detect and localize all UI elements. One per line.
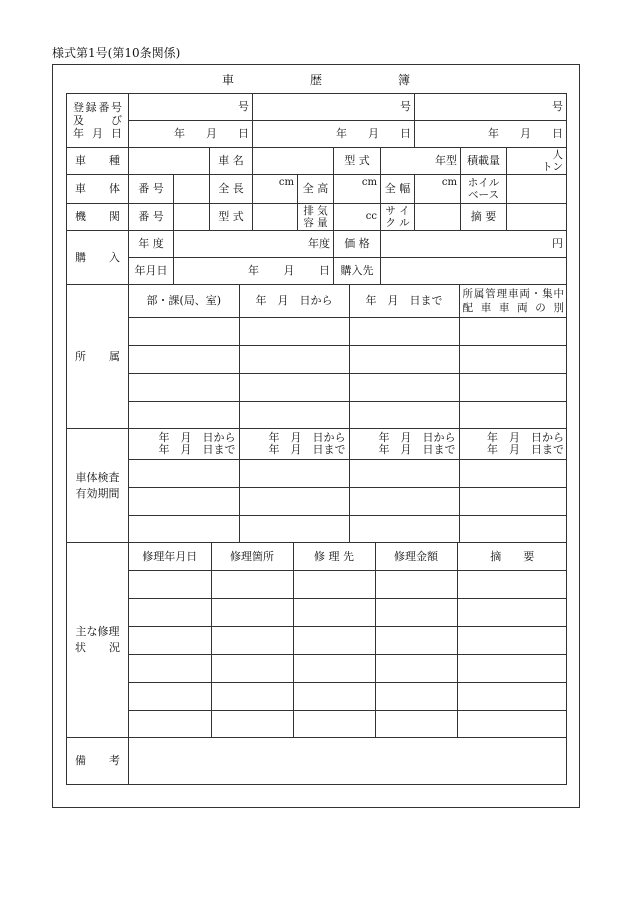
inspection-cell: [349, 460, 459, 488]
repair-header-part: 修理箇所: [211, 543, 293, 571]
fiscal-year-value: 年度: [174, 231, 334, 258]
label-registration: 登録番号 及 び 年 月 日: [67, 94, 129, 148]
affiliation-cell: [459, 318, 567, 346]
vehicle-type-value: [129, 148, 210, 175]
form-caption: 様式第1号(第10条関係): [52, 46, 181, 60]
repair-cell: [375, 655, 457, 683]
repair-cell: [375, 711, 457, 738]
inspection-period: 年 月 日から 年 月 日まで: [129, 429, 239, 460]
purchase-row-year: [67, 231, 567, 258]
affiliation-cell: [349, 318, 459, 346]
repair-cell: [211, 627, 293, 655]
label-length: 全 長: [210, 175, 253, 204]
form-frame: [52, 64, 580, 808]
affiliation-cell: [459, 402, 567, 429]
label-displacement: 排 気 容 量: [298, 204, 334, 231]
engine-number-value: [174, 204, 210, 231]
affiliation-cell: [239, 402, 349, 429]
affiliation-cell: [459, 346, 567, 374]
repair-cell: [293, 711, 375, 738]
repair-cell: [457, 655, 567, 683]
affiliation-section: [67, 285, 567, 429]
form-title: [53, 71, 579, 88]
engine-row: [67, 204, 567, 231]
label-engine: 機 関: [67, 204, 129, 231]
affiliation-cell: [129, 374, 239, 402]
affiliation-cell: [349, 374, 459, 402]
inspection-cell: [239, 488, 349, 516]
label-width: 全 幅: [381, 175, 415, 204]
inspection-period: 年 月 日から 年 月 日まで: [239, 429, 349, 460]
label-vendor: 購入先: [334, 258, 381, 285]
label-engine-model: 型 式: [210, 204, 253, 231]
vehicle-type-row: [67, 148, 567, 175]
repair-cell: [457, 711, 567, 738]
remarks-row: [67, 738, 567, 785]
repair-cell: [293, 655, 375, 683]
inspection-cell: [459, 488, 567, 516]
repair-cell: [293, 599, 375, 627]
affiliation-cell: [129, 346, 239, 374]
affiliation-cell: [129, 402, 239, 429]
label-load-capacity: 積載量: [461, 148, 507, 175]
label-repair: 主な修理 状 況: [67, 543, 129, 738]
repair-cell: [375, 599, 457, 627]
affiliation-header-type: 所属管理車両・集中配車車両の別: [459, 285, 567, 318]
repair-cell: [375, 683, 457, 711]
inspection-cell: [349, 488, 459, 516]
width-value: cm: [415, 175, 461, 204]
label-fiscal-year: 年 度: [129, 231, 174, 258]
load-capacity-value: 人 トン: [507, 148, 567, 175]
height-value: cm: [334, 175, 381, 204]
inspection-cell: [129, 460, 239, 488]
registration-number-3: 号: [415, 94, 567, 121]
registration-row-number: [67, 94, 567, 121]
repair-cell: [129, 711, 211, 738]
title-char: 車: [221, 73, 234, 87]
label-price: 価 格: [334, 231, 381, 258]
vehicle-register-table: [66, 93, 567, 785]
inspection-cell: [459, 516, 567, 543]
affiliation-cell: [239, 346, 349, 374]
registration-date-1: 年 月 日: [129, 121, 253, 148]
inspection-period: 年 月 日から 年 月 日まで: [349, 429, 459, 460]
affiliation-header-dept: 部・課(局、室): [129, 285, 239, 318]
label-vehicle-type: 車 種: [67, 148, 129, 175]
inspection-period: 年 月 日から 年 月 日まで: [459, 429, 567, 460]
repair-cell: [129, 599, 211, 627]
label-body: 車 体: [67, 175, 129, 204]
car-name-value: [253, 148, 334, 175]
repair-cell: [129, 571, 211, 599]
inspection-section: [67, 429, 567, 543]
label-car-name: 車 名: [210, 148, 253, 175]
cycle-value: [415, 204, 461, 231]
repair-table: [129, 543, 567, 737]
repair-cell: [375, 627, 457, 655]
model-year-value: 年型: [381, 148, 461, 175]
repair-header-amount: 修理金額: [375, 543, 457, 571]
label-purchase: 購 入: [67, 231, 129, 285]
repair-cell: [457, 599, 567, 627]
remarks-value: [129, 738, 567, 785]
engine-model-value: [253, 204, 298, 231]
price-value: 円: [381, 231, 567, 258]
label-affiliation: 所 属: [67, 285, 129, 429]
wheelbase-value: [507, 175, 567, 204]
inspection-cell: [459, 460, 567, 488]
registration-number-2: 号: [253, 94, 415, 121]
displacement-value: cc: [334, 204, 381, 231]
inspection-cell: [239, 516, 349, 543]
repair-section: [67, 543, 567, 738]
affiliation-table: [129, 285, 567, 428]
repair-header-date: 修理年月日: [129, 543, 211, 571]
label-height: 全 高: [298, 175, 334, 204]
body-number-value: [174, 175, 210, 204]
repair-header-remarks: 摘 要: [457, 543, 567, 571]
label-engine-number: 番 号: [129, 204, 174, 231]
title-char: 簿: [398, 73, 411, 87]
affiliation-header-from: 年 月 日から: [239, 285, 349, 318]
label-body-number: 番 号: [129, 175, 174, 204]
repair-cell: [211, 599, 293, 627]
label-remarks: 備 考: [67, 738, 129, 785]
inspection-cell: [129, 516, 239, 543]
repair-cell: [129, 683, 211, 711]
inspection-cell: [239, 460, 349, 488]
repair-cell: [211, 655, 293, 683]
label-cycle: サ イ ク ル: [381, 204, 415, 231]
affiliation-cell: [239, 374, 349, 402]
repair-cell: [129, 655, 211, 683]
repair-cell: [293, 627, 375, 655]
repair-cell: [457, 627, 567, 655]
repair-cell: [457, 683, 567, 711]
affiliation-cell: [459, 374, 567, 402]
label-engine-remarks: 摘 要: [461, 204, 507, 231]
registration-date-2: 年 月 日: [253, 121, 415, 148]
inspection-table: [129, 429, 567, 542]
registration-row-date: [67, 121, 567, 148]
label-purchase-date: 年月日: [129, 258, 174, 285]
repair-cell: [211, 683, 293, 711]
purchase-row-date: [67, 258, 567, 285]
length-value: cm: [253, 175, 298, 204]
registration-date-3: 年 月 日: [415, 121, 567, 148]
repair-cell: [211, 571, 293, 599]
affiliation-cell: [239, 318, 349, 346]
title-char: 歴: [309, 73, 322, 87]
body-row: [67, 175, 567, 204]
engine-remarks-value: [507, 204, 567, 231]
repair-cell: [129, 627, 211, 655]
affiliation-cell: [349, 402, 459, 429]
inspection-cell: [349, 516, 459, 543]
affiliation-cell: [349, 346, 459, 374]
registration-number-1: 号: [129, 94, 253, 121]
vendor-value: [381, 258, 567, 285]
repair-cell: [457, 571, 567, 599]
affiliation-cell: [129, 318, 239, 346]
repair-cell: [375, 571, 457, 599]
repair-cell: [293, 683, 375, 711]
repair-cell: [293, 571, 375, 599]
label-inspection: 車体検査 有効期間: [67, 429, 129, 543]
purchase-date-value: 年 月 日: [174, 258, 334, 285]
affiliation-header-to: 年 月 日まで: [349, 285, 459, 318]
repair-header-shop: 修 理 先: [293, 543, 375, 571]
inspection-cell: [129, 488, 239, 516]
label-model: 型 式: [334, 148, 381, 175]
label-wheelbase: ホイル ベース: [461, 175, 507, 204]
repair-cell: [211, 711, 293, 738]
